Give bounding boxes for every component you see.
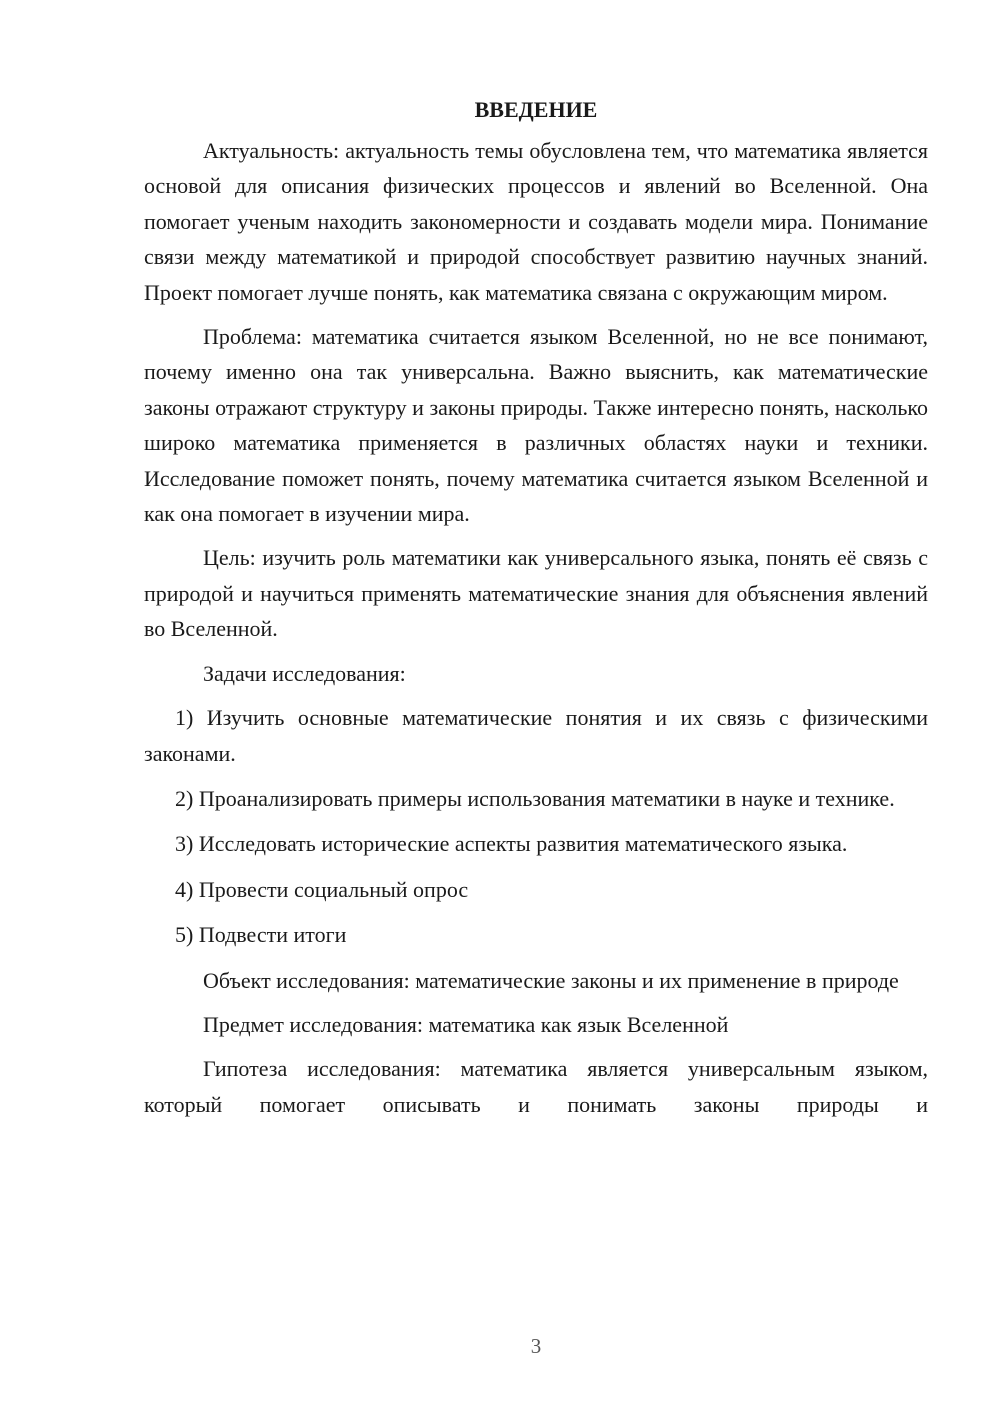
task-item: 2) Проанализировать примеры использования математики в науке и технике. xyxy=(175,785,895,811)
section-heading: ВВЕДЕНИЕ xyxy=(474,97,598,122)
page-content xyxy=(144,92,928,1131)
relevance-paragraph: Актуальность: актуальность темы обусловлена тем, что математика является основой для описания физических процессов и явлений во Вселенной. Она помогает ученым находить закономерности и создавать модели мира. Понимание связи между математикой и природой способствует развитию научных знаний. Проект помогает лучше понять, как математика связана с окружающим миром. xyxy=(144,138,928,305)
task-item: 4) Провести социальный опрос xyxy=(175,876,469,902)
task-item: 5) Подвести итоги xyxy=(175,922,347,948)
task-item: 1) Изучить основные математические понятия и их связь с физическими законами. xyxy=(144,705,928,766)
task-item: 3) Исследовать исторические аспекты развития математического языка. xyxy=(175,831,848,857)
object-paragraph: Объект исследования: математические законы и их применение в природе xyxy=(203,967,899,993)
tasks-heading: Задачи исследования: xyxy=(203,660,406,686)
problem-paragraph: Проблема: математика считается языком Вселенной, но не все понимают, почему именно она так универсальна. Важно выяснить, как математические законы отражают структуру и законы природы. Также интересно понять, насколько широко математика применяется в различных областях науки и техники. Исследование поможет понять, почему математика считается языком Вселенной и как она помогает в изучении мира. xyxy=(144,324,928,527)
goal-paragraph: Цель: изучить роль математики как универсального языка, понять её связь с природой и научиться применять математические знания для объяснения явлений во Вселенной. xyxy=(144,545,928,642)
hypothesis-paragraph: Гипотеза исследования: математика является универсальным языком, который помогает описывать и понимать законы природы и xyxy=(144,1056,928,1117)
subject-paragraph: Предмет исследования: математика как язык Вселенной xyxy=(203,1011,729,1037)
page-number: 3 xyxy=(530,1334,542,1358)
